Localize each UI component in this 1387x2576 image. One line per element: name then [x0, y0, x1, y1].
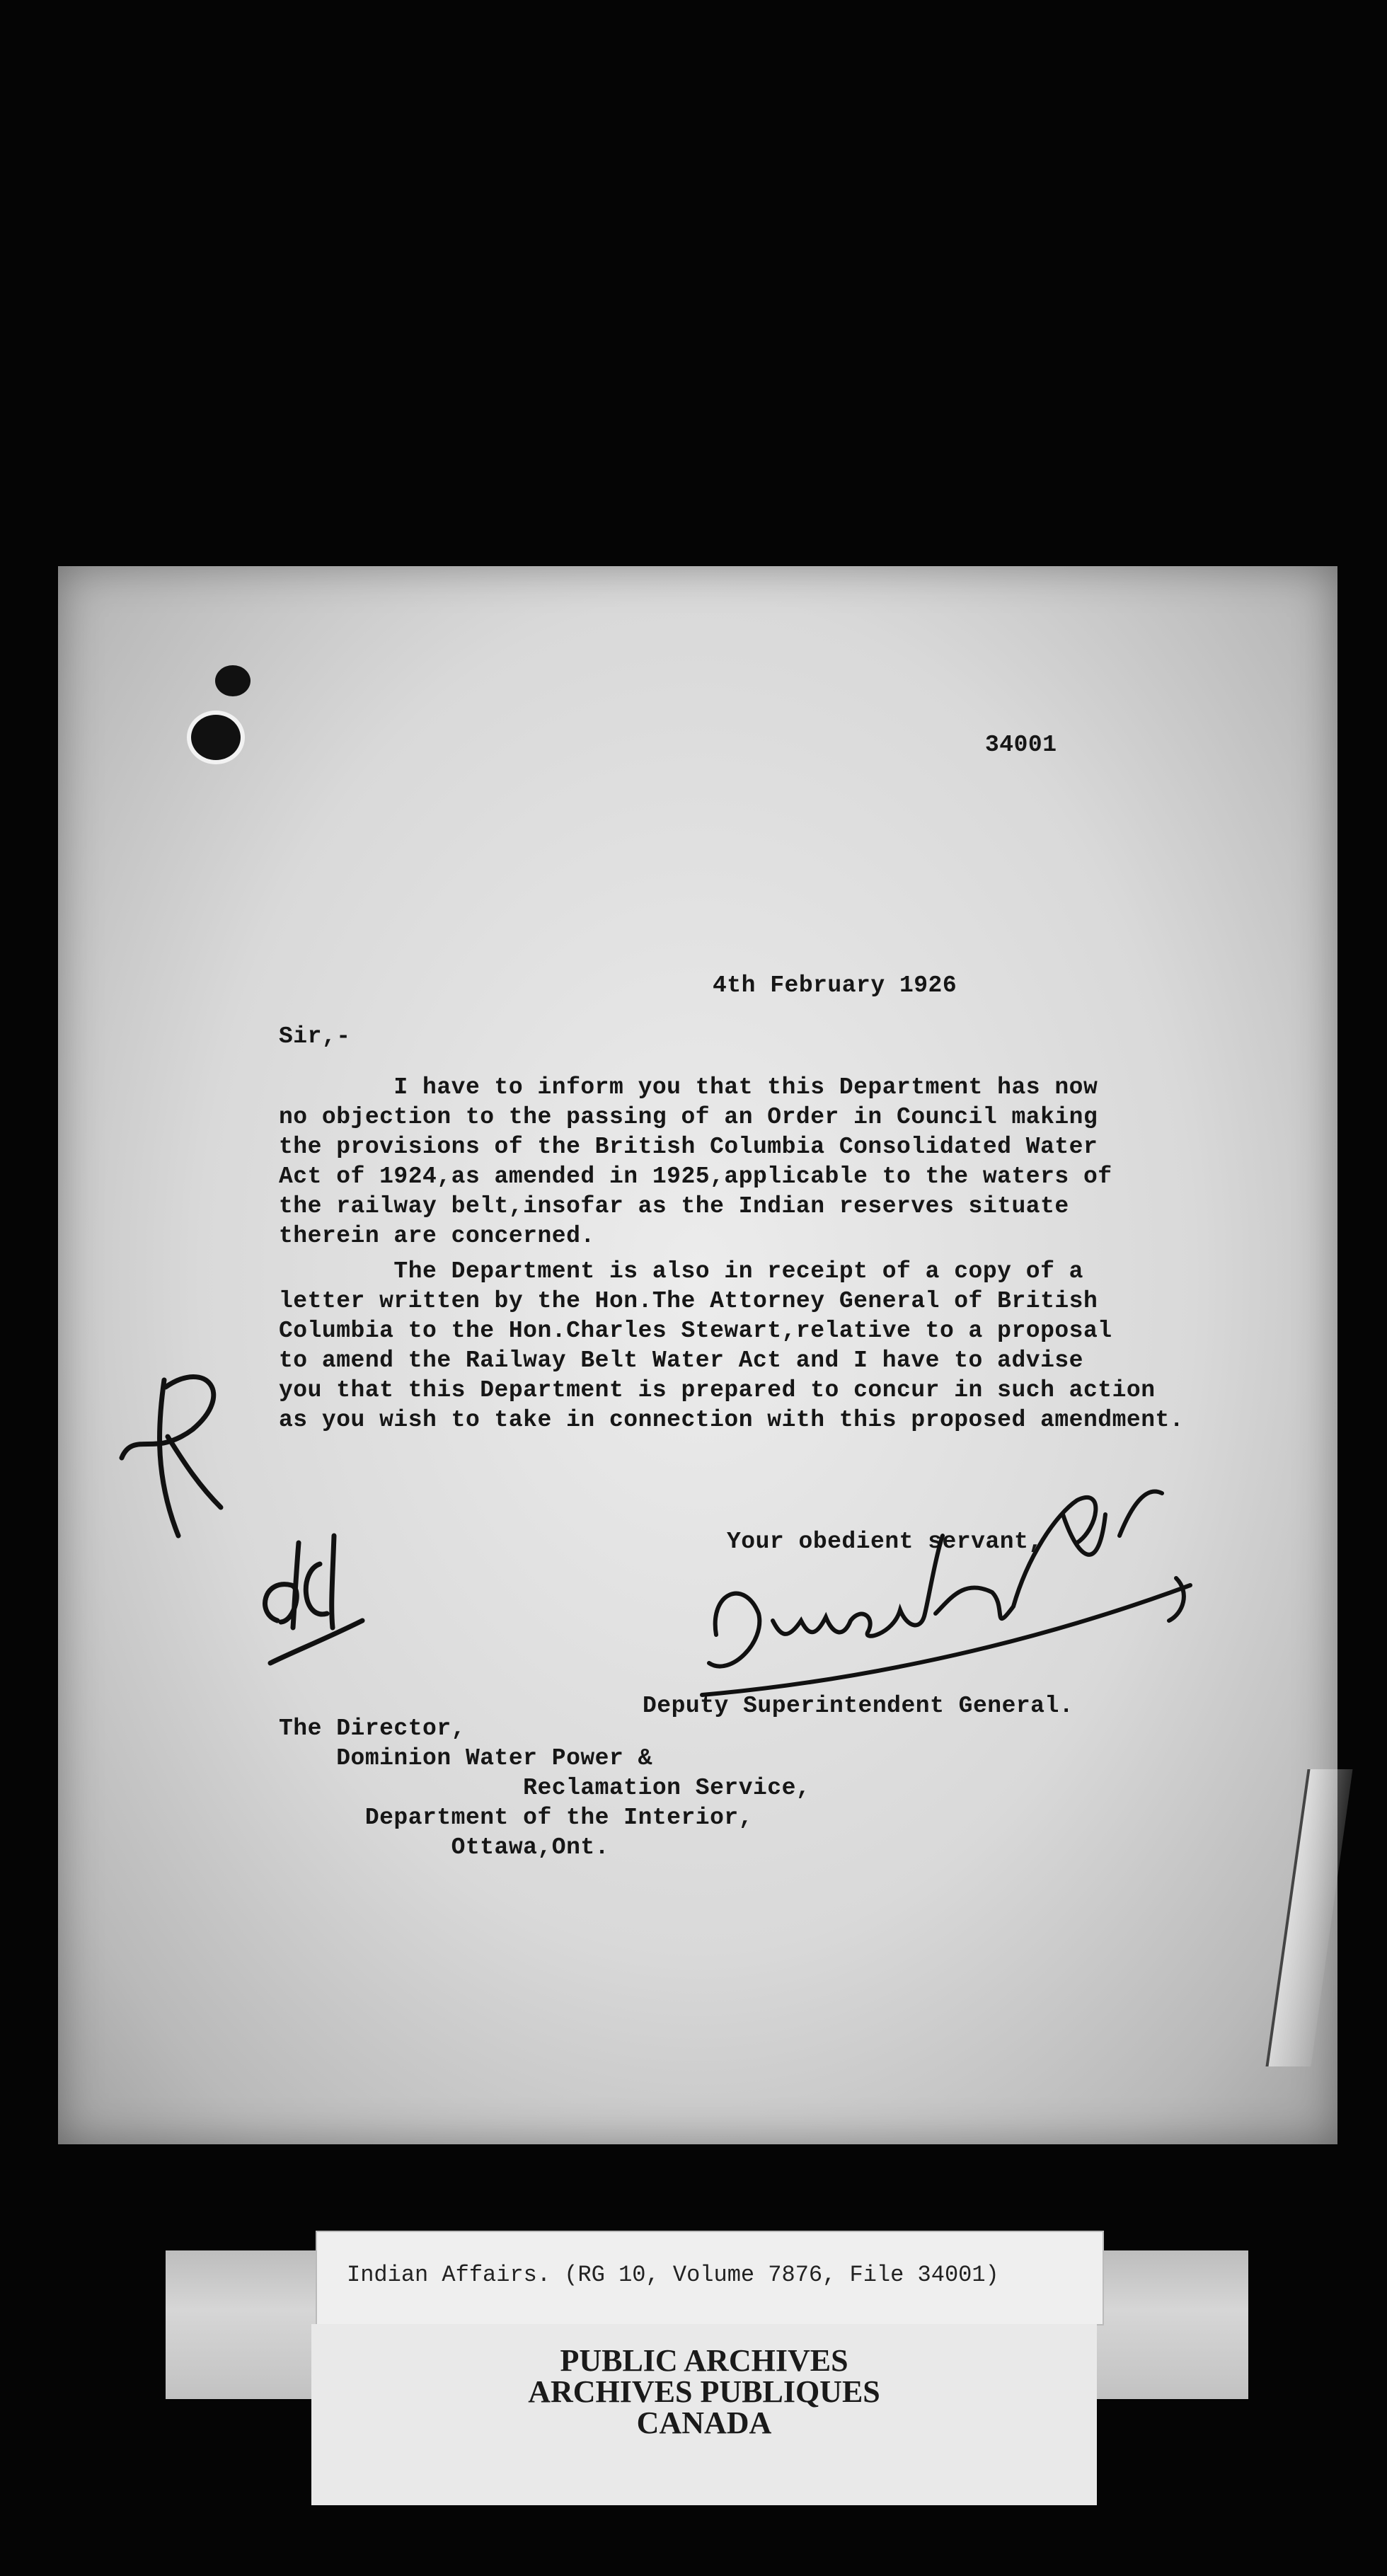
page-fold-edge	[1265, 1769, 1352, 2066]
signatory-title: Deputy Superintendent General.	[643, 1693, 1074, 1719]
closing-line: Your obedient servant,	[727, 1529, 1043, 1555]
archive-stamp-label	[311, 2324, 1097, 2505]
document-number: 34001	[985, 732, 1057, 758]
paragraph-1: I have to inform you that this Department has now no objection to the passing of an Order in Council making the provisions of the British Columbia Consolidated Water Act of 1924,as amended in 1925,applicable to the waters of the railway belt,insofar as the Indian reserves situate therein are concerned.	[279, 1074, 1112, 1249]
archive-stamp-line-3: CANADA	[636, 2405, 772, 2440]
letter-page	[58, 566, 1337, 2144]
punch-hole-bottom	[191, 715, 241, 760]
salutation: Sir,-	[279, 1023, 351, 1050]
handwritten-r-mark	[115, 1366, 242, 1550]
handwritten-signature	[681, 1472, 1219, 1713]
handwritten-initials	[249, 1514, 376, 1670]
archive-stamp-line-2: ARCHIVES PUBLIQUES	[528, 2374, 880, 2409]
recipient-address: The Director, Dominion Water Power & Reclamation Service, Department of the Interior, Ottawa,Ont.	[279, 1715, 811, 1861]
letter-date: 4th February 1926	[713, 972, 957, 999]
paragraph-2: The Department is also in receipt of a copy of a letter written by the Hon.The Attorney General of British Columbia to the Hon.Charles Stewart,relative to a proposal to amend the Railway Belt Water Act and I have to advise you that this Department is prepared to concur in such action as you wish to take in connection with this proposed amendment.	[279, 1258, 1185, 1433]
punch-hole-top	[215, 665, 251, 696]
archive-reference-label	[316, 2231, 1104, 2325]
archive-reference-text: Indian Affairs. (RG 10, Volume 7876, File 34001)	[347, 2262, 999, 2288]
archive-stamp-line-1: PUBLIC ARCHIVES	[560, 2343, 848, 2378]
